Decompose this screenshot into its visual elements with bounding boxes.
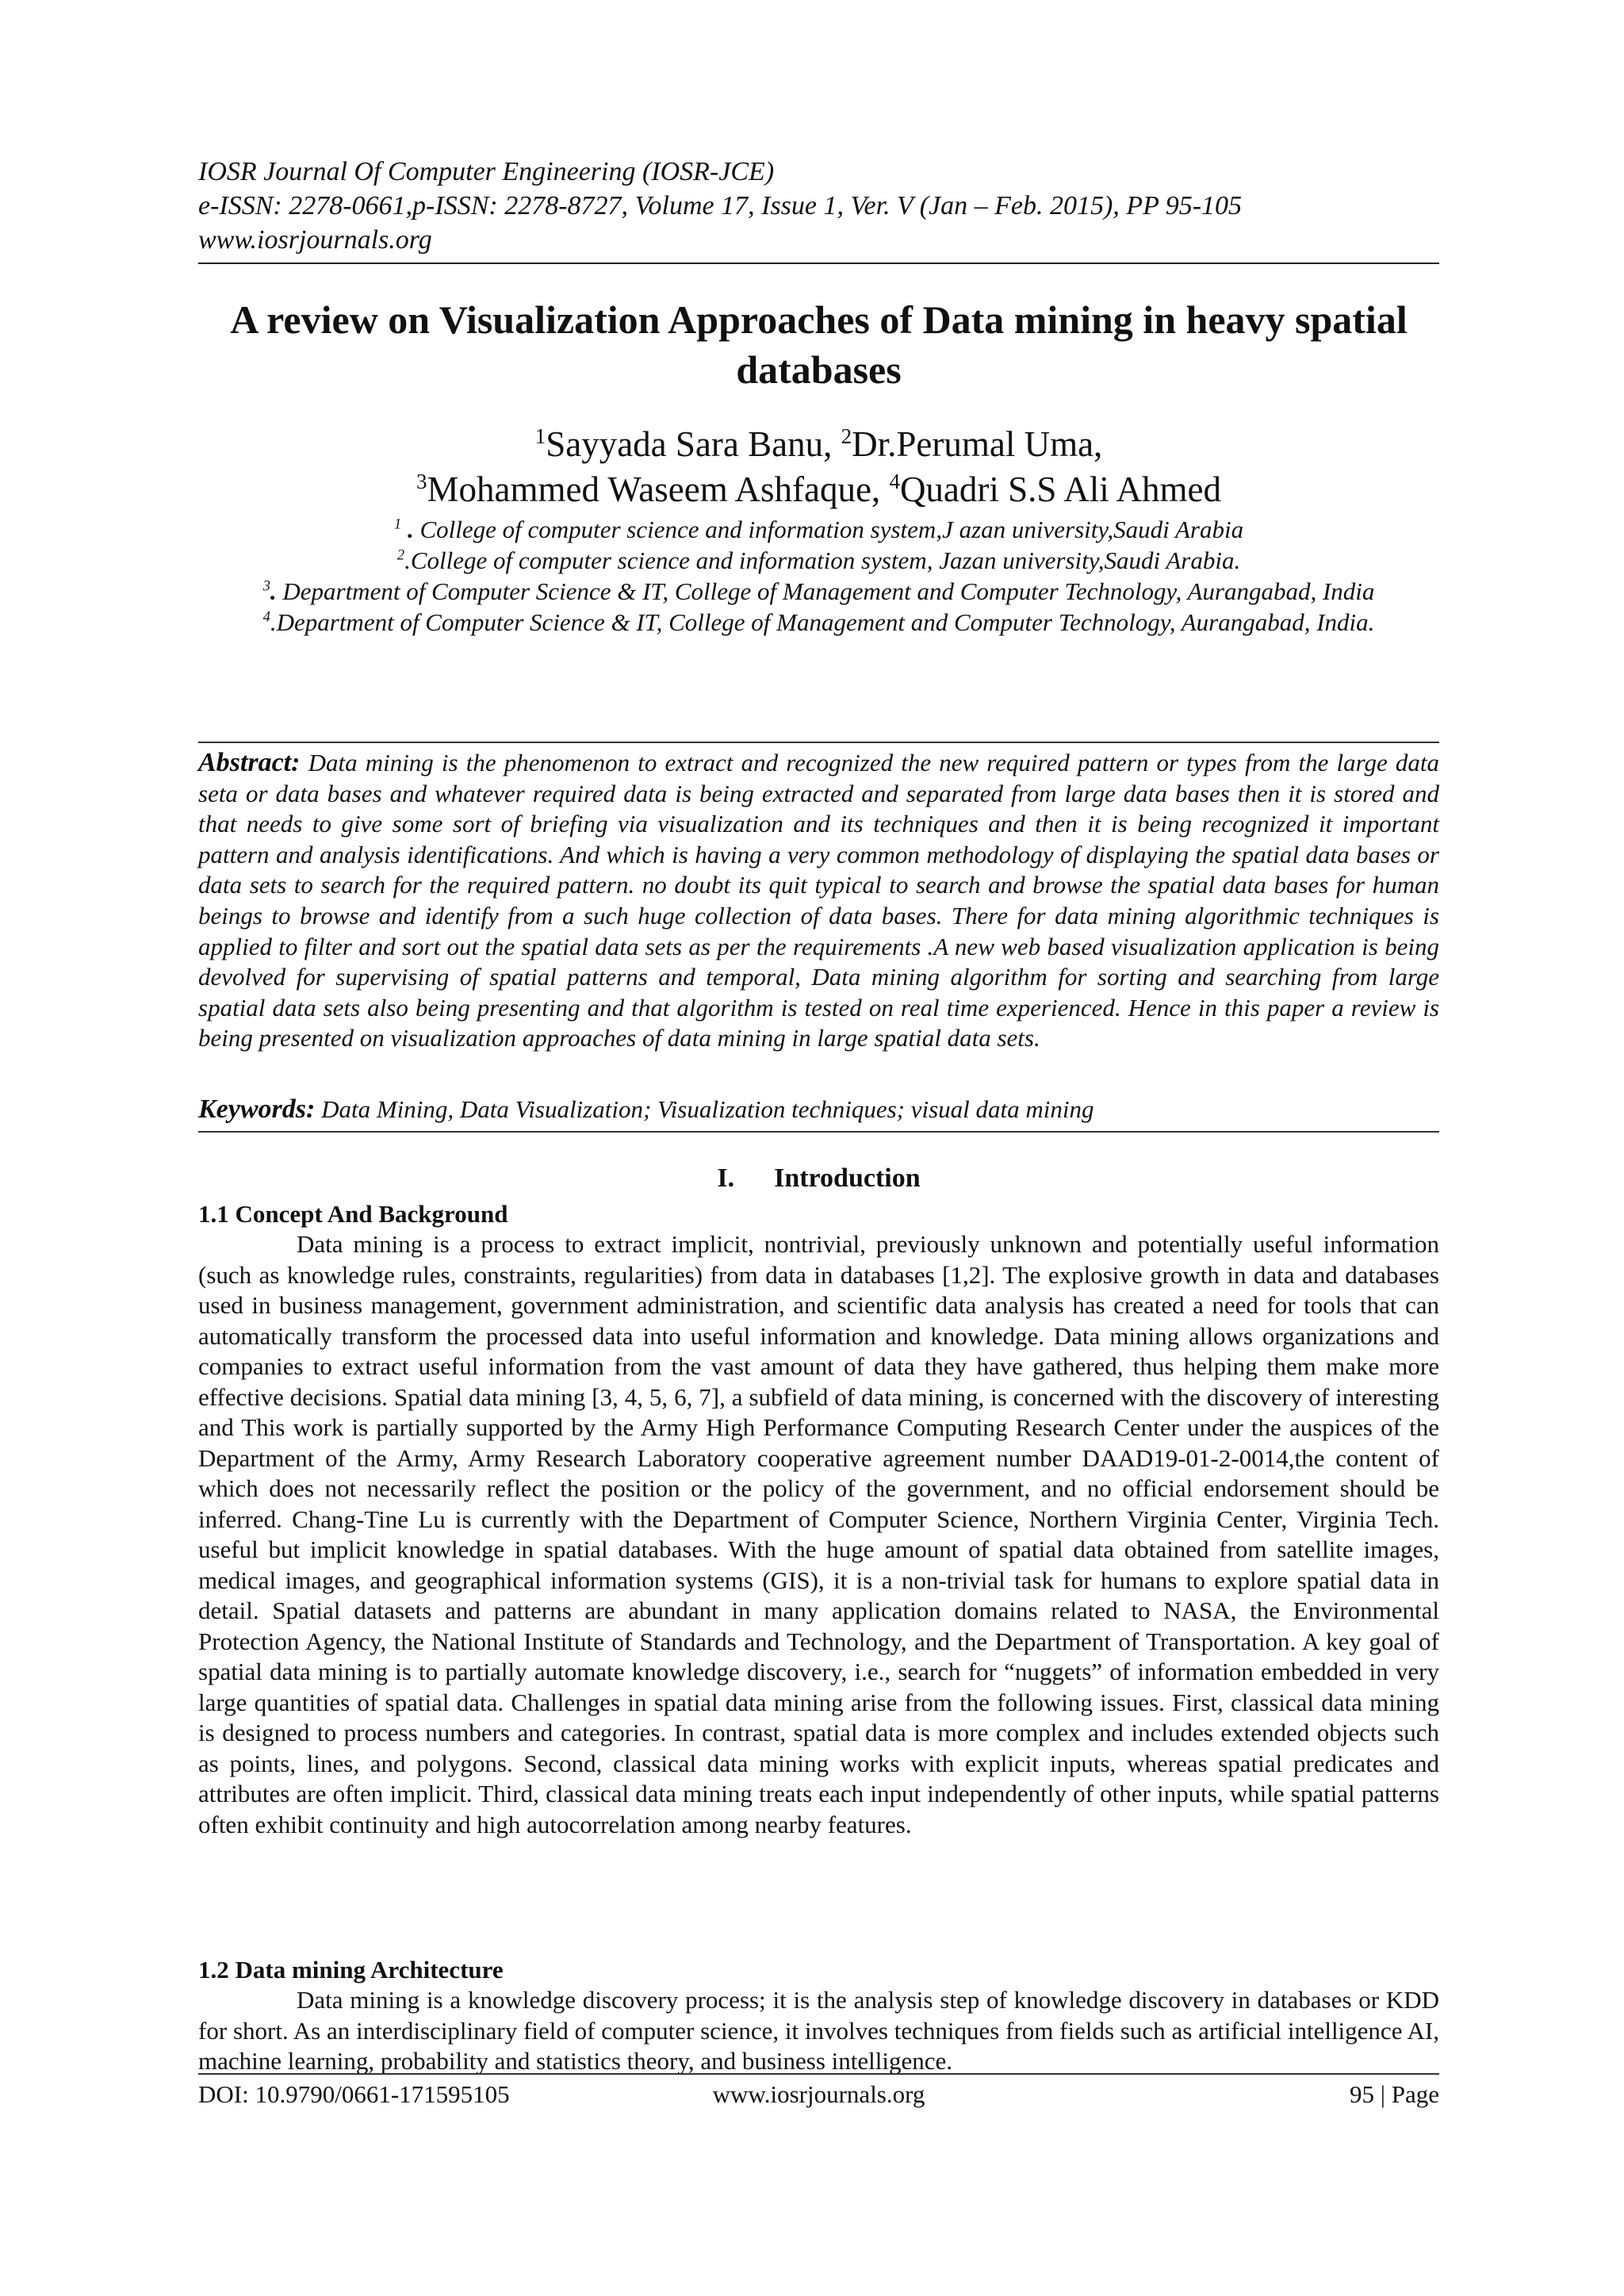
author-1-number: 1 [534, 424, 546, 448]
affiliation-1-number: 1 [393, 516, 402, 533]
abstract-top-rule [198, 742, 1439, 743]
author-list [198, 422, 1439, 512]
author-line-1 [198, 422, 1439, 467]
author-4-name: Quadri S.S Ali Ahmed [899, 470, 1221, 509]
affiliation-3 [198, 576, 1439, 607]
author-1-name: Sayyada Sara Banu, [546, 424, 841, 464]
affiliation-2 [198, 545, 1439, 576]
author-3-number: 3 [416, 470, 427, 493]
affiliation-1-text: College of computer science and information system,J azan university,Saudi Arabia [413, 516, 1244, 543]
affiliation-3-separator: . [270, 577, 277, 605]
abstract-bottom-rule [198, 1131, 1439, 1133]
footer-rule [198, 2073, 1439, 2075]
abstract [198, 748, 1439, 1054]
keywords-text: Data Mining, Data Visualization; Visualization techniques; visual data mining [321, 1095, 1094, 1123]
keywords [198, 1094, 1439, 1125]
affiliation-4-separator: . [270, 608, 277, 636]
subsection-heading-2: 1.2 Data mining Architecture [198, 1956, 504, 1984]
abstract-text: Data mining is the phenomenon to extract and recognized the new required pattern or types from the large data seta or data bases and whatever required data is being extracted and separated from large data bases then it is stored and that needs to give some sort of briefing via visualization and its techniques and then it is being recognized it important pattern and analysis identifications. And which is having a very common methodology of displaying the spatial data bases or data sets to search for the required pattern. no doubt its quit typical to search and browse the spatial data bases for human beings to browse and identify from a such huge collection of data bases. There for data mining algorithmic techniques is applied to filter and sort out the spatial data sets as per the requirements .A new web based visualization application is being devolved for supervising of spatial patterns and temporal, Data mining algorithm for sorting and searching from large spatial data sets also being presenting and that algorithm is tested on real time experienced. Hence in this paper a review is being presented on visualization approaches of data mining in large spatial data sets. [198, 749, 1440, 1052]
header-rule [198, 263, 1439, 264]
affiliation-1-separator: . [401, 516, 414, 543]
paragraph-1: Data mining is a process to extract implicit, nontrivial, previously unknown and potentially useful information (such as knowledge rules, constraints, regularities) from data in databases [1,2]. The explosive growth in data and databases used in business management, government administration, and scientific data analysis has created a need for tools that can automatically transform the processed data into useful information and knowledge. Data mining allows organizations and companies to extract useful information from the vast amount of data they have gathered, thus helping them make more effective decisions. Spatial data mining [3, 4, 5, 6, 7], a subfield of data mining, is concerned with the discovery of interesting and This work is partially supported by the Army High Performance Computing Research Center under the auspices of the Department of the Army, Army Research Laboratory cooperative agreement number DAAD19-01-2-0014,the content of which does not necessarily reflect the position or the policy of the government, and no official endorsement should be inferred. Chang-Tine Lu is currently with the Department of Computer Science, Northern Virginia Center, Virginia Tech. useful but implicit knowledge in spatial databases. With the huge amount of spatial data obtained from satellite images, medical images, and geographical information systems (GIS), it is a non-trivial task for humans to explore spatial data in detail. Spatial datasets and patterns are abundant in many application domains related to NASA, the Environmental Protection Agency, the National Institute of Standards and Technology, and the Department of Transportation. A key goal of spatial data mining is to partially automate knowledge discovery, i.e., search for “nuggets” of information embedded in very large quantities of spatial data. Challenges in spatial data mining arise from the following issues. First, classical data mining is designed to process numbers and categories. In contrast, spatial data is more complex and includes extended objects such as points, lines, and polygons. Second, classical data mining works with explicit inputs, whereas spatial predicates and attributes are often implicit. Third, classical data mining treats each input independently of other inputs, while spatial patterns often exhibit continuity and high autocorrelation among nearby features. [198, 1230, 1439, 1838]
journal-website: www.iosrjournals.org [198, 225, 432, 255]
abstract-label: Abstract: [198, 748, 301, 777]
footer-doi: DOI: 10.9790/0661-171595105 [198, 2080, 510, 2108]
affiliation-2-number: 2 [396, 546, 405, 564]
affiliation-3-number: 3 [262, 577, 270, 595]
paragraph-2: Data mining is a knowledge discovery process; it is the analysis step of knowledge discovery in databases or KDD for short. As an interdisciplinary field of computer science, it involves techniques from fields such as artificial intelligence AI, machine learning, probability and statistics theory, and business intelligence. [198, 1986, 1439, 2075]
keywords-label: Keywords: [198, 1094, 316, 1124]
author-2-name: Dr.Perumal Uma, [852, 424, 1103, 464]
author-3-name: Mohammed Waseem Ashfaque, [427, 470, 890, 509]
section-title: Introduction [774, 1163, 921, 1193]
journal-header [198, 155, 1439, 257]
journal-name: IOSR Journal Of Computer Engineering (IOSR-JCE) [198, 157, 775, 186]
author-4-number: 4 [889, 470, 900, 493]
author-2-number: 2 [841, 424, 852, 448]
footer-page-number: 95 | Page [1350, 2080, 1439, 2108]
affiliation-4 [198, 607, 1439, 638]
affiliation-2-separator: . [404, 546, 411, 574]
paper-page [198, 0, 1439, 2296]
affiliation-1 [198, 514, 1439, 545]
affiliation-4-number: 4 [262, 608, 270, 626]
footer-website: www.iosrjournals.org [712, 2080, 925, 2108]
affiliation-2-text: College of computer science and information system, Jazan university,Saudi Arabia. [410, 546, 1241, 574]
author-line-2 [198, 467, 1439, 512]
affiliation-4-text: Department of Computer Science & IT, College of Management and Computer Technology, Aurangabad, India. [276, 608, 1375, 636]
affiliation-3-text: Department of Computer Science & IT, College of Management and Computer Technology, Aurangabad, India [276, 577, 1375, 605]
section-number: I. [717, 1163, 735, 1193]
paper-title: A review on Visualization Approaches of Data mining in heavy spatial databases [230, 297, 1408, 392]
subsection-heading-1: 1.1 Concept And Background [198, 1200, 508, 1228]
issn-line: e-ISSN: 2278-0661,p-ISSN: 2278-8727, Volume 17, Issue 1, Ver. V (Jan – Feb. 2015), PP 95-105 [198, 191, 1243, 220]
affiliation-list [198, 514, 1439, 638]
section-heading [198, 1162, 1439, 1195]
